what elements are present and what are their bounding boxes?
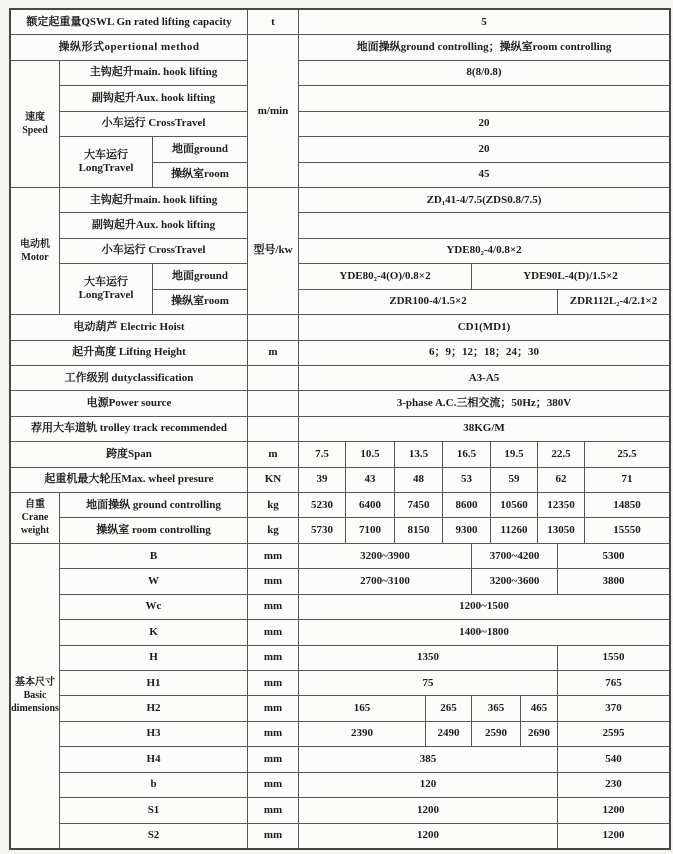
- motor-group-label: 电动机 Motor: [11, 188, 59, 314]
- weight-ground-value: 8600: [443, 493, 490, 517]
- electric-hoist-unit: [248, 315, 298, 339]
- dim-H4-value: 385: [299, 747, 557, 771]
- span-value: 25.5: [585, 442, 669, 466]
- speed-group-label: 速度 Speed: [11, 61, 59, 187]
- motor-unit: 型号/kw: [248, 188, 298, 314]
- dim-H3-value: 2490: [426, 722, 471, 746]
- dim-H3-unit: mm: [248, 722, 298, 746]
- weight-room-value: 11260: [491, 518, 537, 542]
- dim-H2-value: 370: [558, 696, 669, 720]
- weight-ground-value: 7450: [395, 493, 442, 517]
- weight-room-value: 15550: [585, 518, 669, 542]
- dim-b-unit: mm: [248, 773, 298, 797]
- dim-b-value: 230: [558, 773, 669, 797]
- wheel-pressure-label: 起重机最大轮压Max. wheel presure: [11, 468, 247, 492]
- span-value: 10.5: [346, 442, 394, 466]
- dim-W-label: W: [60, 569, 247, 593]
- power-source-label: 电源Power source: [11, 391, 247, 415]
- speed-aux-hook-label: 副钩起升Aux. hook lifting: [60, 86, 247, 110]
- speed-cross-travel-label: 小车运行 CrossTravel: [60, 112, 247, 136]
- duty-classification-label: 工作级别 dutyclassification: [11, 366, 247, 390]
- dim-H2-value: 265: [426, 696, 471, 720]
- duty-classification-value: A3-A5: [299, 366, 669, 390]
- operational-method-value: 地面操纵ground controlling；操纵室room controlling: [299, 35, 669, 59]
- motor-cross-travel-value: YDE80₂-4/0.8×2: [299, 239, 669, 263]
- dim-H2-label: H2: [60, 696, 247, 720]
- weight-room-value: 5730: [299, 518, 345, 542]
- dim-W-value: 3200~3600: [472, 569, 557, 593]
- operational-method-label: 操纵形式opertional method: [11, 35, 247, 59]
- wheel-pressure-value: 43: [346, 468, 394, 492]
- wheel-pressure-value: 53: [443, 468, 490, 492]
- weight-ground-unit: kg: [248, 493, 298, 517]
- weight-ground-label: 地面操纵 ground controlling: [60, 493, 247, 517]
- rated-capacity-value: 5: [299, 10, 669, 34]
- dim-B-value: 3700~4200: [472, 544, 557, 568]
- electric-hoist-label: 电动葫芦 Electric Hoist: [11, 315, 247, 339]
- motor-long-ground-label: 地面ground: [153, 264, 247, 288]
- motor-cross-travel-label: 小车运行 CrossTravel: [60, 239, 247, 263]
- duty-classification-unit: [248, 366, 298, 390]
- rated-capacity-label: 额定起重量QSWL Gn rated lifting capacity: [11, 10, 247, 34]
- span-value: 19.5: [491, 442, 537, 466]
- dim-H3-label: H3: [60, 722, 247, 746]
- dim-H-value: 1550: [558, 646, 669, 670]
- dim-H4-unit: mm: [248, 747, 298, 771]
- wheel-pressure-value: 62: [538, 468, 584, 492]
- dim-B-value: 3200~3900: [299, 544, 471, 568]
- dim-H3-value: 2595: [558, 722, 669, 746]
- power-source-value: 3-phase A.C.三相交流；50Hz；380V: [299, 391, 669, 415]
- lifting-height-unit: m: [248, 341, 298, 365]
- power-source-unit: [248, 391, 298, 415]
- weight-ground-value: 6400: [346, 493, 394, 517]
- speed-main-hook-value: 8(8/0.8): [299, 61, 669, 85]
- dim-S2-value: 1200: [558, 824, 669, 848]
- dim-S1-unit: mm: [248, 798, 298, 822]
- dim-Wc-unit: mm: [248, 595, 298, 619]
- dim-b-label: b: [60, 773, 247, 797]
- span-value: 7.5: [299, 442, 345, 466]
- weight-room-value: 9300: [443, 518, 490, 542]
- weight-ground-value: 14850: [585, 493, 669, 517]
- basic-dimensions-group-label: 基本尺寸 Basic dimensions: [11, 544, 59, 848]
- motor-long-room-label: 操纵室room: [153, 290, 247, 314]
- span-value: 13.5: [395, 442, 442, 466]
- wheel-pressure-value: 59: [491, 468, 537, 492]
- weight-room-unit: kg: [248, 518, 298, 542]
- rated-capacity-unit: t: [248, 10, 298, 34]
- speed-long-travel-label: 大车运行 LongTravel: [60, 137, 152, 187]
- dim-K-label: K: [60, 620, 247, 644]
- dim-H-label: H: [60, 646, 247, 670]
- dim-H3-value: 2590: [472, 722, 520, 746]
- motor-main-hook-label: 主钩起升main. hook lifting: [60, 188, 247, 212]
- motor-long-ground-value-1: YDE80₂-4(O)/0.8×2: [299, 264, 471, 288]
- weight-ground-value: 12350: [538, 493, 584, 517]
- dim-W-value: 2700~3100: [299, 569, 471, 593]
- span-value: 16.5: [443, 442, 490, 466]
- dim-H2-unit: mm: [248, 696, 298, 720]
- lifting-height-value: 6；9；12；18；24；30: [299, 341, 669, 365]
- speed-long-ground-label: 地面ground: [153, 137, 247, 161]
- weight-ground-value: 10560: [491, 493, 537, 517]
- wheel-pressure-value: 48: [395, 468, 442, 492]
- speed-long-ground-value: 20: [299, 137, 669, 161]
- dim-B-label: B: [60, 544, 247, 568]
- dim-B-unit: mm: [248, 544, 298, 568]
- trolley-track-value: 38KG/M: [299, 417, 669, 441]
- motor-aux-hook-value: [299, 213, 669, 237]
- span-label: 跨度Span: [11, 442, 247, 466]
- dim-K-value: 1400~1800: [299, 620, 669, 644]
- dim-H2-value: 165: [299, 696, 425, 720]
- dim-B-value: 5300: [558, 544, 669, 568]
- motor-long-ground-value-2: YDE90L-4(D)/1.5×2: [472, 264, 669, 288]
- speed-unit: m/min: [248, 35, 298, 187]
- wheel-pressure-value: 39: [299, 468, 345, 492]
- dim-S1-value: 1200: [558, 798, 669, 822]
- wheel-pressure-value: 71: [585, 468, 669, 492]
- dim-H2-value: 365: [472, 696, 520, 720]
- motor-long-travel-label: 大车运行 LongTravel: [60, 264, 152, 314]
- motor-long-room-value-2: ZDR112L₂-4/2.1×2: [558, 290, 669, 314]
- dim-H-value: 1350: [299, 646, 557, 670]
- dim-b-value: 120: [299, 773, 557, 797]
- dim-K-unit: mm: [248, 620, 298, 644]
- dim-W-value: 3800: [558, 569, 669, 593]
- dim-S1-label: S1: [60, 798, 247, 822]
- speed-long-room-label: 操纵室room: [153, 163, 247, 187]
- weight-room-label: 操纵室 room controlling: [60, 518, 247, 542]
- wheel-pressure-unit: KN: [248, 468, 298, 492]
- dim-H1-value: 765: [558, 671, 669, 695]
- span-unit: m: [248, 442, 298, 466]
- dim-S1-value: 1200: [299, 798, 557, 822]
- lifting-height-label: 起升高度 Lifting Height: [11, 341, 247, 365]
- dim-Wc-label: Wc: [60, 595, 247, 619]
- motor-aux-hook-label: 副钩起升Aux. hook lifting: [60, 213, 247, 237]
- electric-hoist-value: CD1(MD1): [299, 315, 669, 339]
- dim-S2-unit: mm: [248, 824, 298, 848]
- weight-room-value: 13050: [538, 518, 584, 542]
- speed-cross-travel-value: 20: [299, 112, 669, 136]
- dim-H3-value: 2390: [299, 722, 425, 746]
- motor-main-hook-value: ZD₁41-4/7.5(ZDS0.8/7.5): [299, 188, 669, 212]
- dim-Wc-value: 1200~1500: [299, 595, 669, 619]
- dim-H3-value: 2690: [521, 722, 557, 746]
- spec-table: [9, 8, 671, 850]
- dim-H2-value: 465: [521, 696, 557, 720]
- dim-H4-value: 540: [558, 747, 669, 771]
- speed-aux-hook-value: [299, 86, 669, 110]
- dim-S2-label: S2: [60, 824, 247, 848]
- weight-room-value: 8150: [395, 518, 442, 542]
- dim-H-unit: mm: [248, 646, 298, 670]
- trolley-track-label: 荐用大车道轨 trolley track recommended: [11, 417, 247, 441]
- crane-weight-group-label: 自重 Crane weight: [11, 493, 59, 543]
- spec-table-grid: [11, 10, 669, 848]
- speed-main-hook-label: 主钩起升main. hook lifting: [60, 61, 247, 85]
- speed-long-room-value: 45: [299, 163, 669, 187]
- dim-S2-value: 1200: [299, 824, 557, 848]
- span-value: 22.5: [538, 442, 584, 466]
- dim-H4-label: H4: [60, 747, 247, 771]
- dim-H1-label: H1: [60, 671, 247, 695]
- dim-H1-value: 75: [299, 671, 557, 695]
- dim-H1-unit: mm: [248, 671, 298, 695]
- trolley-track-unit: [248, 417, 298, 441]
- dim-W-unit: mm: [248, 569, 298, 593]
- weight-room-value: 7100: [346, 518, 394, 542]
- weight-ground-value: 5230: [299, 493, 345, 517]
- motor-long-room-value-1: ZDR100-4/1.5×2: [299, 290, 557, 314]
